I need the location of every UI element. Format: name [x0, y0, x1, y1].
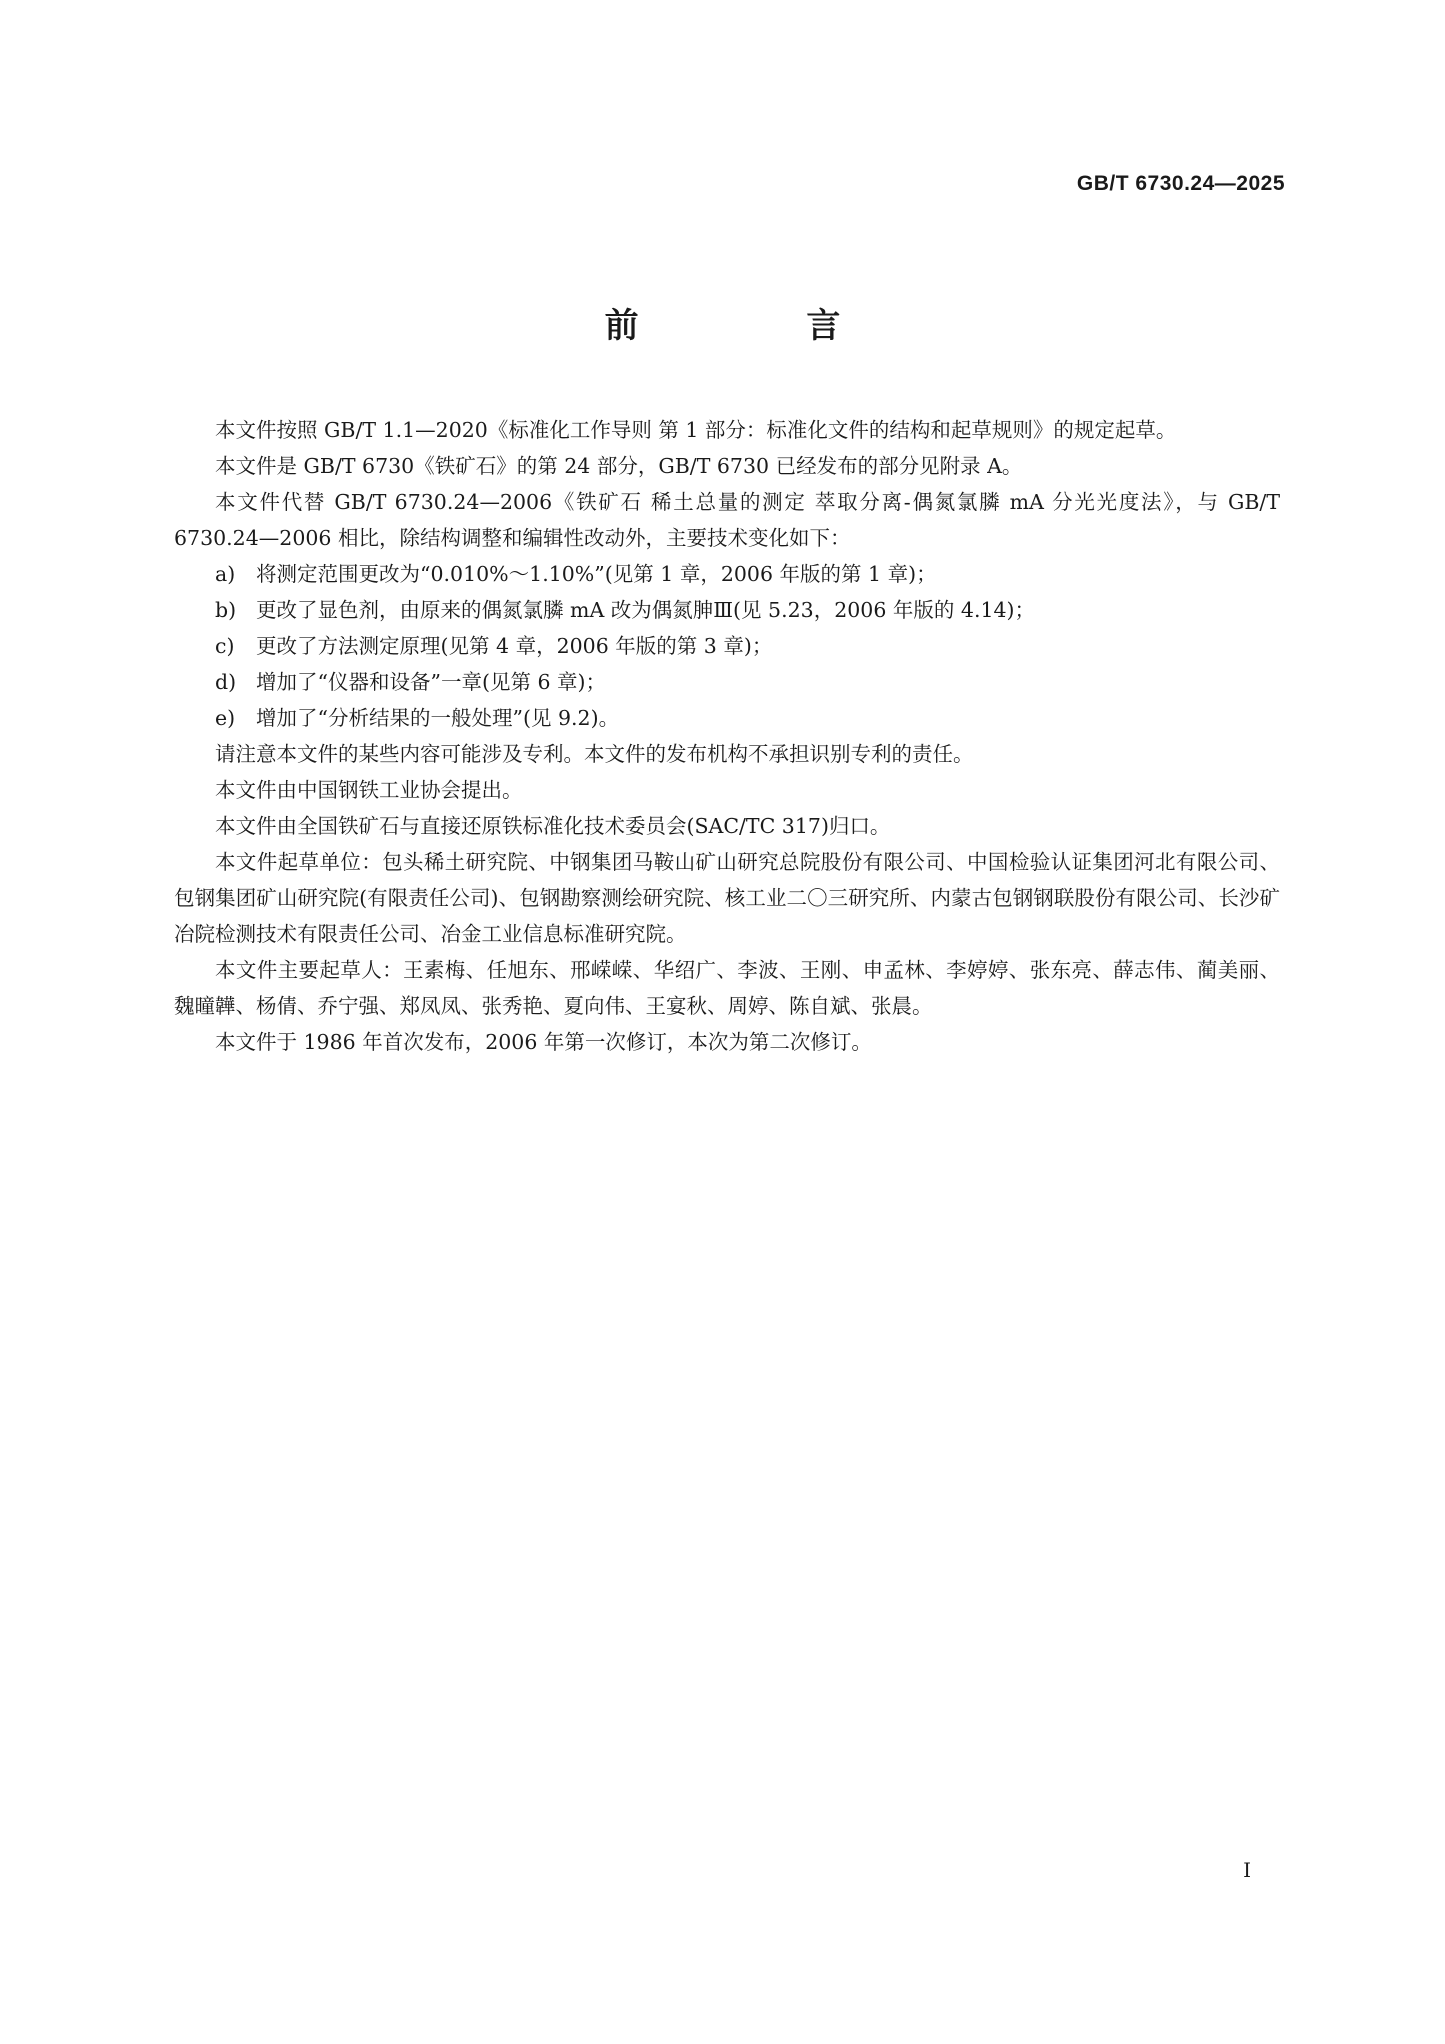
- change-item-text: 将测定范围更改为“0.010%～1.10%”(见第 1 章，2006 年版的第 1 章)；: [256, 562, 937, 586]
- paragraph-committee: 本文件由全国铁矿石与直接还原铁标准化技术委员会(SAC/TC 317)归口。: [215, 814, 891, 838]
- change-item-marker: e): [215, 706, 236, 730]
- change-item-e: [174, 700, 1280, 736]
- foreword-body: [174, 412, 1280, 1060]
- page-number: I: [1243, 1858, 1251, 1882]
- change-item-marker: c): [215, 634, 235, 658]
- standard-code: GB/T 6730.24—2025: [1076, 172, 1285, 195]
- paragraph-proposer: 本文件由中国钢铁工业协会提出。: [215, 778, 523, 802]
- change-item-text: 更改了方法测定原理(见第 4 章，2006 年版的第 3 章)；: [256, 634, 773, 658]
- change-item-a: [174, 556, 1280, 592]
- paragraph-history: 本文件于 1986 年首次发布，2006 年第一次修订，本次为第二次修订。: [215, 1030, 872, 1054]
- paragraph-patent-notice: 请注意本文件的某些内容可能涉及专利。本文件的发布机构不承担识别专利的责任。: [215, 742, 974, 766]
- change-item-b: [174, 592, 1280, 628]
- page-title: 前 言: [604, 306, 919, 346]
- change-item-text: 更改了显色剂，由原来的偶氮氯膦 mA 改为偶氮胂Ⅲ(见 5.23，2006 年版的 4.14)；: [256, 598, 1036, 622]
- change-item-marker: b): [215, 598, 237, 622]
- change-item-text: 增加了“分析结果的一般处理”(见 9.2)。: [256, 706, 620, 730]
- change-item-d: [174, 664, 1280, 700]
- change-item-text: 增加了“仪器和设备”一章(见第 6 章)；: [256, 670, 607, 694]
- change-item-marker: a): [215, 562, 236, 586]
- paragraph-replacement: 本文件代替 GB/T 6730.24—2006《铁矿石 稀土总量的测定 萃取分离-偶氮氯膦 mA 分光光度法》，与 GB/T 6730.24—2006 相比，除结构调整和编辑性改动外，主要技术变化如下：: [174, 490, 1280, 550]
- paragraph-drafting-units: 本文件起草单位：包头稀土研究院、中钢集团马鞍山矿山研究总院股份有限公司、中国检验认证集团河北有限公司、包钢集团矿山研究院(有限责任公司)、包钢勘察测绘研究院、核工业二〇三研究所、内蒙古包钢钢联股份有限公司、长沙矿冶院检测技术有限责任公司、冶金工业信息标准研究院。: [174, 850, 1280, 946]
- paragraph-series-part: 本文件是 GB/T 6730《铁矿石》的第 24 部分，GB/T 6730 已经发布的部分见附录 A。: [215, 454, 1023, 478]
- change-item-marker: d): [215, 670, 237, 694]
- change-item-c: [174, 628, 1280, 664]
- paragraph-drafting-rules: 本文件按照 GB/T 1.1—2020《标准化工作导则 第 1 部分：标准化文件的结构和起草规则》的规定起草。: [215, 418, 1177, 442]
- paragraph-drafters: 本文件主要起草人：王素梅、任旭东、邢嵘嵘、华绍广、李波、王刚、申孟林、李婷婷、张东亮、薛志伟、蔺美丽、魏曈韡、杨倩、乔宁强、郑凤凤、张秀艳、夏向伟、王宴秋、周婷、陈自斌、张晨。: [174, 958, 1280, 1018]
